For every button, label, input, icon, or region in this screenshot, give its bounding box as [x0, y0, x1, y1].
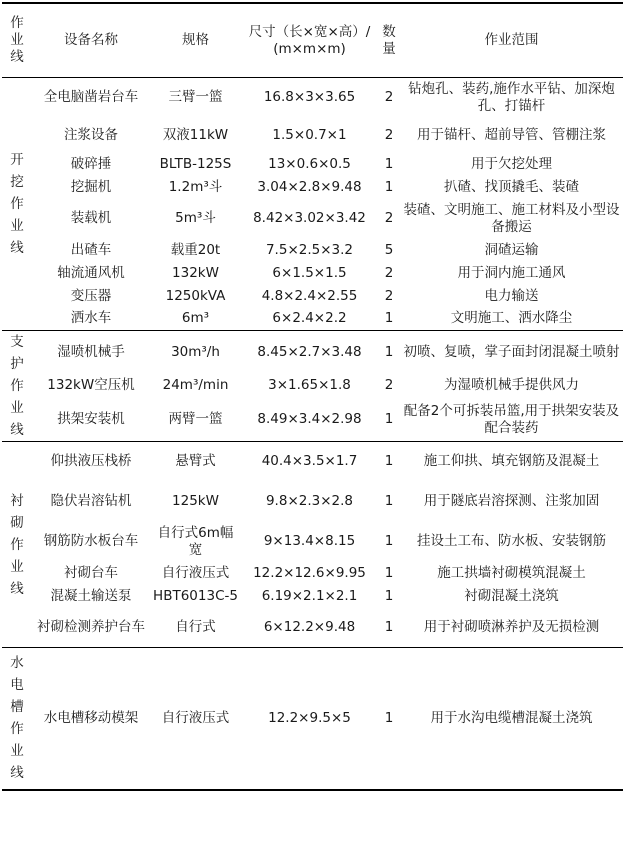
header-size: 尺寸（长×宽×高）/(m×m×m): [241, 3, 378, 78]
group-0: [2, 78, 623, 331]
spec-cell: 自行式6m幅宽: [157, 524, 234, 558]
name-cell: 仰拱液压栈桥: [32, 442, 150, 482]
table-row: [2, 522, 623, 562]
equipment-table: [2, 2, 623, 791]
name-cell: 出碴车: [70, 241, 112, 258]
scope-cell: 挂设土工布、防水板、安装钢筋: [417, 533, 606, 549]
scope-cell: 文明施工、洒水降尘: [450, 310, 573, 327]
header-spec: 规格: [150, 3, 241, 78]
spec-cell: BLTB-125S: [159, 155, 232, 172]
scope-cell: 装碴、文明施工、施工材料及小型设备搬运: [403, 201, 620, 235]
table-row: [2, 585, 623, 608]
spec-cell: 30m³/h: [150, 331, 241, 374]
size-cell: 7.5×2.5×3.2: [265, 241, 354, 258]
qty-cell: 1: [384, 564, 394, 581]
scope-cell: 初喷、复喷，掌子面封闭混凝土喷射: [400, 331, 623, 374]
size-cell: 13×0.6×0.5: [268, 155, 351, 172]
size-cell: 6×1.5×1.5: [272, 264, 347, 281]
table-row: [2, 262, 623, 285]
name-cell: 洒水车: [70, 310, 112, 327]
qty-cell: 1: [384, 618, 394, 635]
qty-cell: 1: [384, 178, 394, 195]
qty-cell: 2: [384, 126, 394, 143]
name-cell: 挖掘机: [70, 178, 112, 195]
scope-cell: 衬砌混凝土浇筑: [464, 587, 559, 604]
qty-cell: 1: [384, 411, 394, 428]
spec-cell: 双液11kW: [162, 126, 229, 143]
scope-cell: 用于隧底岩溶探测、注浆加固: [423, 493, 600, 509]
spec-cell: 悬臂式: [150, 442, 241, 482]
name-cell: 水电槽移动模架: [32, 648, 150, 790]
header-name: 设备名称: [32, 3, 150, 78]
scope-cell: 钻炮孔、装药,施作水平钻、加深炮孔、打锚杆: [400, 78, 623, 118]
scope-cell: 用于水沟电缆槽混凝土浇筑: [400, 648, 623, 790]
table-row: [2, 608, 623, 648]
header-line: 作业线: [2, 3, 32, 78]
spec-cell: 自行式: [175, 618, 216, 635]
qty-cell: 1: [378, 331, 400, 374]
table-row: [2, 176, 623, 199]
scope-cell: 电力输送: [484, 287, 539, 304]
size-cell: 3×1.65×1.8: [268, 377, 351, 394]
line-cell: 开挖作业线: [2, 78, 32, 331]
name-cell: 变压器: [70, 287, 112, 304]
size-cell: 4.8×2.4×2.55: [261, 287, 358, 304]
table-row: [2, 374, 623, 399]
spec-cell: 自行液压式: [150, 648, 241, 790]
spec-cell: 两臂一篮: [168, 411, 223, 428]
size-cell: 6.19×2.1×2.1: [261, 587, 358, 604]
scope-cell: 施工仰拱、填充钢筋及混凝土: [400, 442, 623, 482]
header-qty: 数量: [378, 3, 400, 78]
qty-cell: 2: [384, 377, 394, 394]
spec-cell: 24m³/min: [162, 377, 229, 394]
size-cell: 8.42×3.02×3.42: [253, 210, 366, 226]
scope-cell: 用于欠挖处理: [471, 155, 552, 172]
size-cell: 6×12.2×9.48: [263, 618, 356, 635]
name-cell: 132kW空压机: [47, 377, 135, 394]
size-cell: 16.8×3×3.65: [241, 78, 378, 118]
spec-cell: 自行液压式: [161, 564, 230, 581]
qty-cell: 2: [384, 287, 394, 304]
spec-cell: HBT6013C-5: [153, 587, 238, 604]
name-cell: 全电脑凿岩台车: [32, 78, 150, 118]
table-row: [2, 482, 623, 522]
spec-cell: 132kW: [172, 264, 219, 281]
header-row: [2, 3, 623, 78]
name-cell: 衬砌检测养护台车: [37, 618, 145, 635]
spec-cell: 1.2m³斗: [168, 178, 223, 195]
size-cell: 8.49×3.4×2.98: [257, 411, 362, 428]
table-row: [2, 308, 623, 331]
group-2: [2, 442, 623, 648]
table-row: [2, 562, 623, 585]
qty-cell: 1: [384, 587, 394, 604]
name-cell: 轴流通风机: [57, 264, 125, 281]
table-row: [2, 199, 623, 239]
spec-cell: 6m³: [181, 310, 210, 327]
qty-cell: 2: [384, 210, 394, 226]
size-cell: 40.4×3.5×1.7: [241, 442, 378, 482]
scope-cell: 用于洞内施工通风: [457, 264, 566, 281]
scope-cell: 施工拱墙衬砌模筑混凝土: [437, 564, 586, 581]
qty-cell: 5: [384, 241, 394, 258]
line-cell: 支护作业线: [2, 331, 32, 442]
table-row: [2, 331, 623, 374]
group-3: [2, 648, 623, 790]
size-cell: 12.2×12.6×9.95: [253, 564, 366, 581]
spec-cell: 三臂一篮: [150, 78, 241, 118]
name-cell: 拱架安装机: [57, 411, 125, 428]
size-cell: 12.2×9.5×5: [241, 648, 378, 790]
name-cell: 湿喷机械手: [32, 331, 150, 374]
size-cell: 6×2.4×2.2: [272, 310, 347, 327]
spec-cell: 125kW: [172, 493, 219, 509]
qty-cell: 2: [384, 264, 394, 281]
table-row: [2, 648, 623, 790]
group-1: [2, 331, 623, 442]
spec-cell: 5m³斗: [175, 210, 216, 226]
scope-cell: 用于锚杆、超前导管、管棚注浆: [417, 126, 606, 143]
name-cell: 隐伏岩溶钻机: [50, 493, 132, 509]
scope-cell: 洞碴运输: [484, 241, 539, 258]
scope-cell: 用于衬砌喷淋养护及无损检测: [423, 618, 600, 635]
line-cell: 衬砌作业线: [2, 442, 32, 648]
qty-cell: 1: [378, 442, 400, 482]
name-cell: 混凝土输送泵: [50, 587, 132, 604]
qty-cell: 1: [384, 533, 394, 549]
line-cell: 水电槽作业线: [2, 648, 32, 790]
size-cell: 9×13.4×8.15: [263, 533, 356, 549]
scope-cell: 扒碴、找顶撬毛、装碴: [444, 178, 579, 195]
table-row: [2, 285, 623, 308]
spec-cell: 载重20t: [170, 241, 221, 258]
qty-cell: 1: [384, 493, 394, 509]
name-cell: 衬砌台车: [64, 564, 118, 581]
table-row: [2, 239, 623, 262]
size-cell: 9.8×2.3×2.8: [265, 493, 354, 509]
qty-cell: 1: [384, 310, 394, 327]
spec-cell: 1250kVA: [165, 287, 226, 304]
size-cell: 8.45×2.7×3.48: [241, 331, 378, 374]
qty-cell: 1: [378, 648, 400, 790]
name-cell: 注浆设备: [64, 126, 118, 143]
size-cell: 1.5×0.7×1: [272, 126, 347, 143]
name-cell: 破碎捶: [70, 155, 112, 172]
qty-cell: 1: [384, 155, 394, 172]
scope-cell: 配备2个可拆装吊篮,用于拱架安装及配合装药: [403, 402, 620, 436]
header-scope: 作业范围: [400, 3, 623, 78]
table-row: [2, 118, 623, 153]
table-row: [2, 398, 623, 441]
size-cell: 3.04×2.8×9.48: [257, 178, 362, 195]
name-cell: 装载机: [70, 210, 112, 226]
table-row: [2, 442, 623, 482]
table-row: [2, 153, 623, 176]
qty-cell: 2: [378, 78, 400, 118]
scope-cell: 为湿喷机械手提供风力: [444, 377, 579, 394]
table-row: [2, 78, 623, 118]
name-cell: 钢筋防水板台车: [43, 533, 139, 549]
